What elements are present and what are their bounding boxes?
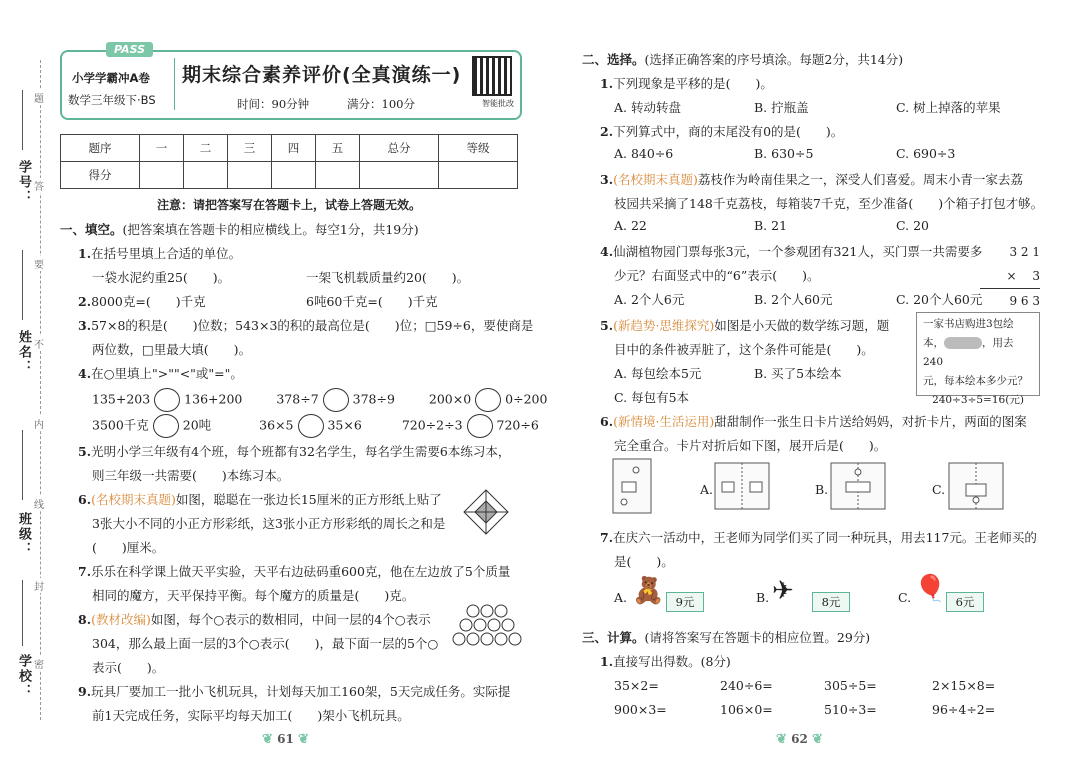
question-8: 8.(教材改编)如图，每个○表示的数相同，中间一层的4个○表示 [78, 612, 431, 627]
choice-1: 1.下列现象是平移的是( )。 [600, 76, 773, 91]
option[interactable]: A. 转动转盘 [614, 100, 681, 115]
question-6: 6.(名校期末真题)如图，聪聪在一张边长15厘米的正方形纸上贴了 [78, 492, 442, 507]
compare-circle[interactable] [298, 414, 324, 438]
choice-2: 2.下列算式中，商的末尾没有0的是( )。 [600, 124, 844, 139]
option[interactable]: B. [815, 482, 829, 497]
notice: 注意：请把答案写在答题卡上，试卷上答题无效。 [156, 198, 421, 212]
seal-char: 线 [34, 496, 44, 511]
question-2: 2.8000克=( )千克 [78, 294, 206, 309]
question-line: 相同的魔方，天平保持平衡。每个魔方的质量是( )克。 [92, 588, 415, 603]
vertical-multiplication: 3 2 1 × 3 9 6 3 [980, 240, 1040, 313]
card-option-c-figure [948, 462, 1004, 510]
choice-4: 4.仙湖植物园门票每张3元，一个参观团有321人，买门票一共需要多 [600, 244, 983, 259]
question-9: 9.玩具厂要加工一批小飞机玩具，计划每天加工160架，5天完成任务。实际提 [78, 684, 511, 699]
option[interactable]: C. 树上掉落的苹果 [896, 100, 1001, 115]
section-2-heading: 二、选择。(选择正确答案的序号填涂。每题2分，共14分) [582, 52, 904, 67]
option[interactable]: C. [898, 590, 912, 605]
card-option-b-figure [830, 462, 886, 510]
binding-gutter [0, 60, 52, 720]
question-line: 一袋水泥约重25( )。 [92, 270, 231, 285]
student-name-label: 姓名： [16, 330, 31, 375]
option[interactable]: A. 每包绘本5元 [614, 366, 702, 381]
smudge [944, 337, 982, 349]
leaf-icon: ❦ [262, 732, 273, 747]
grade-label: 数学三年级下·BS [68, 93, 156, 107]
question-3: 3.57×8的积是( )位数；543×3的积的最高位是( )位；□59÷6，要使商是 [78, 318, 534, 333]
calc-item: 35×2= [614, 678, 659, 693]
calc-item: 510÷3= [824, 702, 877, 717]
option[interactable]: B. 630÷5 [754, 146, 814, 161]
section-1-heading: 一、填空。(把答案填在答题卡的相应横线上。每空1分，共19分) [60, 222, 419, 237]
qr-caption: 智能批改 [482, 99, 514, 108]
exam-header [60, 43, 522, 120]
question-line: 少元？右面竖式中的“6”表示( )。 [614, 268, 820, 283]
question-line: 3张大小不同的小正方形彩纸，这3张小正方形彩纸的周长之和是 [92, 516, 446, 531]
compare-row-2: 3500千克 20吨 36×5 35×6 720÷2÷3 720÷6 [92, 414, 539, 438]
option[interactable]: C. 每包有5本 [614, 390, 690, 405]
seal-char: 密 [34, 656, 44, 671]
table-row: 题序 一 二 三 四 五 总分 等级 [61, 135, 518, 162]
price-tag: 9元 [666, 592, 704, 612]
pass-logo: PASS [106, 42, 153, 57]
choice-5: 5.(新趋势·思维探究)如图是小天做的数学练习题，题 [600, 318, 890, 333]
question-line: 完全重合。卡片对折后如下图，展开后是( )。 [614, 438, 887, 453]
balloon-icon: 🎈 [914, 574, 947, 604]
question-line: 304，那么最上面一层的3个○表示( )，最下面一层的5个○ [92, 636, 439, 651]
seal-char: 内 [34, 416, 44, 431]
card-option-a-figure [714, 462, 770, 510]
calc-item: 240÷6= [720, 678, 773, 693]
question-4: 4.在○里填上">""<"或"="。 [78, 366, 243, 381]
exam-full-score: 满分：100分 [347, 97, 415, 111]
seal-char: 答 [34, 178, 44, 193]
calc-item: 2×15×8= [932, 678, 996, 693]
question-line: 前1天完成任务，实际平均每天加工( )架小飞机玩具。 [92, 708, 410, 723]
question-line: 则三年级一共需要( )本练习本。 [92, 468, 290, 483]
circle-pyramid-figure [452, 604, 522, 648]
option[interactable]: C. [932, 482, 946, 497]
option[interactable]: A. [700, 482, 714, 497]
option[interactable]: B. 2个人60元 [754, 292, 833, 307]
question-line: ( )厘米。 [92, 540, 165, 555]
score-table [60, 134, 518, 189]
question-line: 目中的条件被弄脏了，这个条件可能是( )。 [614, 342, 874, 357]
diamond-figure [462, 488, 510, 536]
option[interactable]: C. 20 [896, 218, 929, 233]
calc-item: 106×0= [720, 702, 773, 717]
calc-item: 305÷5= [824, 678, 877, 693]
seal-char: 题 [34, 90, 44, 105]
class-label: 班级： [16, 512, 31, 557]
option[interactable]: C. 20个人60元 [896, 292, 983, 307]
seal-char: 要 [34, 256, 44, 271]
compare-circle[interactable] [467, 414, 493, 438]
option[interactable]: A. 22 [614, 218, 647, 233]
option[interactable]: B. 买了5本绘本 [754, 366, 842, 381]
compare-circle[interactable] [153, 414, 179, 438]
page-number: ❦ 62 ❦ [776, 732, 823, 747]
calc-item: 96÷4÷2= [932, 702, 996, 717]
question-line: 一架飞机载质量约20( )。 [306, 270, 470, 285]
student-id-label: 学号： [16, 160, 31, 205]
seal-char: 不 [34, 336, 44, 351]
leaf-icon: ❦ [811, 732, 823, 747]
option[interactable]: A. [614, 590, 628, 605]
compare-row-1: 135+203 136+200 378÷7 378÷9 200×0 0÷200 [92, 388, 547, 412]
question-line: 是( )。 [614, 554, 674, 569]
seal-char: 封 [34, 578, 44, 593]
calc-1: 1.直接写出得数。(8分) [600, 654, 731, 669]
question-line: 表示( )。 [92, 660, 165, 675]
price-tag: 6元 [946, 592, 984, 612]
leaf-icon: ❦ [297, 732, 309, 747]
question-line: 枝园共采摘了148千克荔枝，每箱装7千克，至少准备( )个箱子打包才够。 [614, 196, 1044, 211]
section-3-heading: 三、计算。(请将答案写在答题卡的相应位置。29分) [582, 630, 871, 645]
option[interactable]: C. 690÷3 [896, 146, 956, 161]
question-line: 两位数，□里最大填( )。 [92, 342, 252, 357]
compare-circle[interactable] [475, 388, 501, 412]
table-row: 得分 [61, 162, 518, 189]
option[interactable]: B. [756, 590, 770, 605]
option[interactable]: B. 拧瓶盖 [754, 100, 809, 115]
exam-title: 期末综合素养评价(全真演练一) [182, 64, 462, 86]
exam-time: 时间：90分钟 [237, 97, 310, 111]
calc-item: 900×3= [614, 702, 667, 717]
option[interactable]: A. 2个人6元 [614, 292, 685, 307]
option[interactable]: B. 21 [754, 218, 788, 233]
choice-7: 7.在庆六一活动中，王老师为同学们买了同一种玩具，用去117元。王老师买的 [600, 530, 1037, 545]
question-line: 6吨60千克=( )千克 [306, 294, 438, 309]
leaf-icon: ❦ [776, 732, 787, 747]
price-tag: 8元 [812, 592, 850, 612]
right-page [540, 0, 1080, 767]
compare-circle[interactable] [154, 388, 180, 412]
choice-6: 6.(新情境·生活运用)甜甜制作一张生日卡片送给妈妈，对折卡片，两面的图案 [600, 414, 1027, 429]
question-1: 1.在括号里填上合适的单位。 [78, 246, 242, 261]
qr-code-icon [472, 56, 512, 96]
toy-plane-icon: ✈ [772, 576, 794, 606]
teddy-bear-icon: 🧸 [632, 576, 665, 606]
question-7: 7.乐乐在科学课上做天平实验，天平右边砝码重600克，他在左边放了5个质量 [78, 564, 511, 579]
series-name: 小学学霸冲A卷 [72, 71, 150, 85]
exercise-card: 一家书店购进3包绘 本， ，用去240 元，每本绘本多少元？ 240÷3÷5=16(元) [916, 312, 1040, 396]
compare-circle[interactable] [323, 388, 349, 412]
choice-3: 3.(名校期末真题)荔枝作为岭南佳果之一，深受人们喜爱。周末小青一家去荔 [600, 172, 1023, 187]
page-number: ❦ 61 ❦ [262, 732, 309, 747]
option[interactable]: A. 840÷6 [614, 146, 674, 161]
school-label: 学校： [16, 654, 31, 699]
folded-card-figure [612, 458, 652, 514]
question-5: 5.光明小学三年级有4个班，每个班都有32名学生，每名学生需要6本练习本， [78, 444, 511, 459]
